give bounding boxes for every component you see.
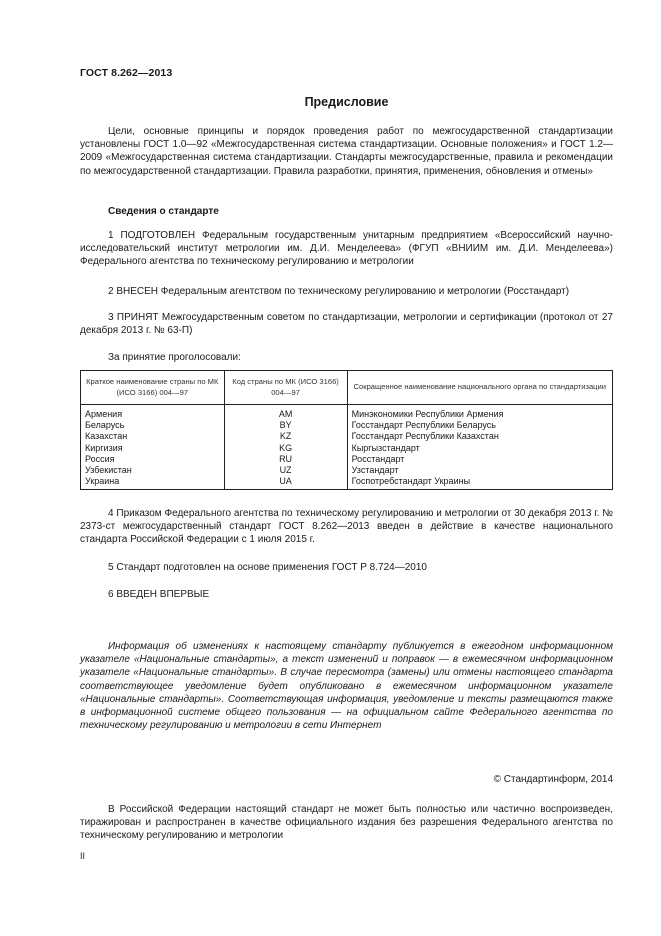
cell-body: Кыргызстандарт <box>347 443 612 454</box>
cell-code: KG <box>224 443 347 454</box>
cell-body: Госстандарт Республики Беларусь <box>347 420 612 431</box>
cell-code: BY <box>224 420 347 431</box>
table-row <box>81 476 613 490</box>
cell-code: KZ <box>224 431 347 442</box>
page-number: II <box>80 851 86 861</box>
vote-intro: За принятие проголосовали: <box>108 352 241 363</box>
page-title: Предисловие <box>304 95 389 109</box>
table-header-row <box>81 371 613 405</box>
item-3: 3 ПРИНЯТ Межгосударственным советом по стандартизации, метрологии и сертификации (протокол от 27 декабря 2013 г. № 63-П) <box>80 312 613 337</box>
amendments-notice: Информация об изменениях к настоящему стандарту публикуется в ежегодном информационном указателе «Национальные стандарты», а текст изменений и поправок — в ежемесячном информационном указателе «Национальные стандарты». В случае пересмотра (замены) или отмены настоящего стандарта соответствующее уведомление будет опубликовано в ежемесячном информационном указателе «Национальные стандарты». Соответствующая информация, уведомление и тексты размещаются также в информационной системе общего пользования — на официальном сайте Федерального агентства по техническому регулированию и метрологии в сети Интернет <box>80 641 613 732</box>
cell-code: AM <box>224 405 347 421</box>
cell-country: Украина <box>81 476 225 490</box>
info-heading: Сведения о стандарте <box>108 206 219 217</box>
rights-paragraph: В Российской Федерации настоящий стандарт не может быть полностью или частично воспроизведен, тиражирован и распространен в качестве официального издания без разрешения Федерального агентства по техническому регулированию и метрологии <box>80 804 613 842</box>
cell-country: Казахстан <box>81 431 225 442</box>
table-row <box>81 405 613 421</box>
table-row <box>81 443 613 454</box>
voters-table <box>80 370 613 490</box>
item-1: 1 ПОДГОТОВЛЕН Федеральным государственным унитарным предприятием «Всероссийский научно-исследовательский институт метрологии им. Д.И. Менделеева» (ФГУП «ВНИИМ им. Д.И. Менделеева») Федерального агентства по техническому регулированию и метрологии <box>80 230 613 268</box>
table-row <box>81 431 613 442</box>
table-row <box>81 454 613 465</box>
cell-code: UA <box>224 476 347 490</box>
cell-country: Армения <box>81 405 225 421</box>
header-code: Код страны по МК (ИСО 3166) 004—97 <box>224 371 347 405</box>
cell-body: Госстандарт Республики Казахстан <box>347 431 612 442</box>
cell-country: Беларусь <box>81 420 225 431</box>
cell-country: Киргизия <box>81 443 225 454</box>
table-row <box>81 465 613 476</box>
copyright-line: © Стандартинформ, 2014 <box>493 774 613 785</box>
item-2: 2 ВНЕСЕН Федеральным агентством по техническому регулированию и метрологии (Росстандарт) <box>108 286 570 297</box>
cell-code: UZ <box>224 465 347 476</box>
cell-body: Узстандарт <box>347 465 612 476</box>
cell-body: Росстандарт <box>347 454 612 465</box>
cell-body: Минэкономики Республики Армения <box>347 405 612 421</box>
item-4: 4 Приказом Федерального агентства по техническому регулированию и метрологии от 30 декабря 2013 г. № 2373-ст межгосударственный стандарт ГОСТ 8.262—2013 введен в действие в качестве национального стандарта Российской Федерации с 1 июля 2015 г. <box>80 508 613 546</box>
table-row <box>81 420 613 431</box>
document-header: ГОСТ 8.262—2013 <box>80 67 173 79</box>
cell-body: Госпотребстандарт Украины <box>347 476 612 490</box>
cell-country: Узбекистан <box>81 465 225 476</box>
intro-paragraph: Цели, основные принципы и порядок проведения работ по межгосударственной стандартизации установлены ГОСТ 1.0—92 «Межгосударственная система стандартизации. Основные положения» и ГОСТ 1.2—2009 «Межгосударственная система стандартизации. Стандарты межгосударственные, правила и рекомендации по межгосударственной стандартизации. Правила разработки, принятия, применения, обновления и отмены» <box>80 126 613 177</box>
cell-country: Россия <box>81 454 225 465</box>
header-country: Краткое наименование страны по МК (ИСО 3166) 004—97 <box>81 371 225 405</box>
item-5: 5 Стандарт подготовлен на основе применения ГОСТ Р 8.724—2010 <box>108 562 427 573</box>
item-6: 6 ВВЕДЕН ВПЕРВЫЕ <box>108 589 210 600</box>
cell-code: RU <box>224 454 347 465</box>
header-body: Сокращенное наименование национального органа по стандартизации <box>347 371 612 405</box>
